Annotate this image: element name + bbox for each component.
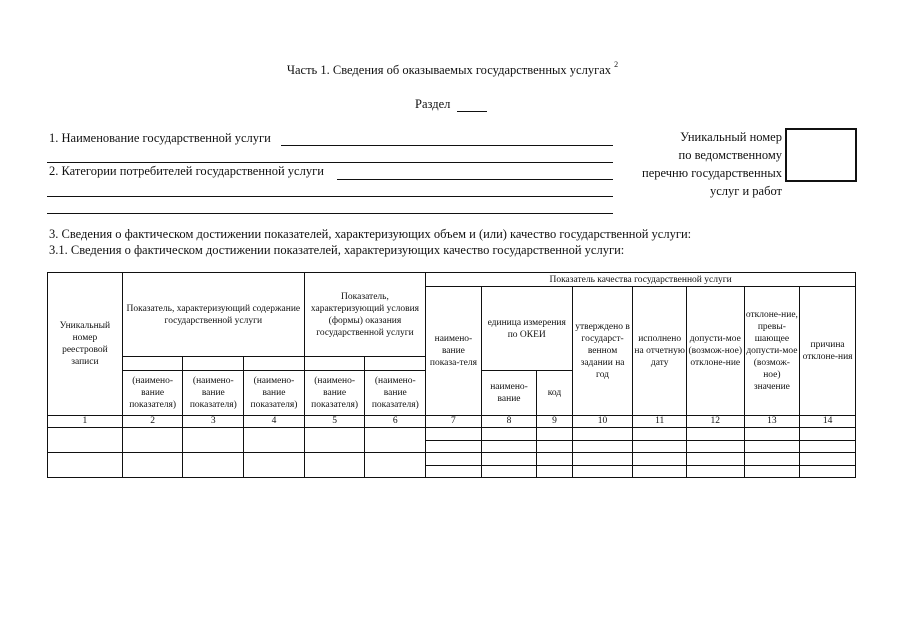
consumer-categories-field[interactable] xyxy=(337,179,613,180)
sub-indicator-name-4: (наимено-вание показателя) xyxy=(244,371,305,416)
table-cell[interactable] xyxy=(48,428,123,453)
header-unit-okei: единица измерения по ОКЕИ xyxy=(481,287,572,371)
sub-indicator-name-3: (наимено-вание показателя) xyxy=(183,371,244,416)
table-cell[interactable] xyxy=(304,453,365,478)
table-cell[interactable] xyxy=(633,466,687,478)
table-cell[interactable] xyxy=(800,428,856,441)
table-cell[interactable] xyxy=(481,453,537,466)
table-cell[interactable] xyxy=(800,453,856,466)
blank-cell xyxy=(244,357,305,371)
table-cell[interactable] xyxy=(744,453,800,466)
service-name-field-line2[interactable] xyxy=(47,162,613,163)
header-conditions-indicator: Показатель, характеризующий условия (формы) оказания государственной услуги xyxy=(304,273,425,357)
consumer-categories-field-line3[interactable] xyxy=(47,213,613,214)
column-number: 5 xyxy=(304,416,365,428)
table-cell[interactable] xyxy=(122,428,183,453)
column-number: 11 xyxy=(633,416,687,428)
sub-indicator-name-6: (наимено-вание показателя) xyxy=(365,371,426,416)
column-number: 4 xyxy=(244,416,305,428)
table-cell[interactable] xyxy=(537,466,572,478)
table-cell[interactable] xyxy=(48,453,123,478)
column-number: 14 xyxy=(800,416,856,428)
table-cell[interactable] xyxy=(365,453,426,478)
blank-cell xyxy=(304,357,365,371)
column-number: 8 xyxy=(481,416,537,428)
unique-number-box[interactable] xyxy=(785,128,857,182)
header-quality-indicator: Показатель качества государственной услуги xyxy=(426,273,856,287)
column-number: 2 xyxy=(122,416,183,428)
section-label: Раздел xyxy=(415,97,451,111)
column-number: 9 xyxy=(537,416,572,428)
table-cell[interactable] xyxy=(481,466,537,478)
table-cell[interactable] xyxy=(633,441,687,453)
table-cell[interactable] xyxy=(365,428,426,453)
table-cell[interactable] xyxy=(686,441,744,453)
table-cell[interactable] xyxy=(481,441,537,453)
service-name-label: 1. Наименование государственной услуги xyxy=(49,131,271,145)
table-cell[interactable] xyxy=(537,441,572,453)
header-deviation-reason: причина отклоне-ния xyxy=(800,287,856,416)
blank-cell xyxy=(183,357,244,371)
column-number: 12 xyxy=(686,416,744,428)
table-cell[interactable] xyxy=(122,453,183,478)
table-cell[interactable] xyxy=(304,428,365,453)
column-number: 7 xyxy=(426,416,482,428)
table-cell[interactable] xyxy=(537,453,572,466)
table-cell[interactable] xyxy=(426,466,482,478)
table-cell[interactable] xyxy=(426,428,482,441)
blank-cell xyxy=(365,357,426,371)
header-unit-name: наимено-вание xyxy=(481,371,537,416)
column-number: 13 xyxy=(744,416,800,428)
header-registry-number: Уникальный номер реестровой записи xyxy=(48,273,123,416)
table-cell[interactable] xyxy=(244,428,305,453)
header-unit-code: код xyxy=(537,371,572,416)
column-number: 10 xyxy=(572,416,633,428)
footnote-mark: 2 xyxy=(614,60,619,69)
table-cell[interactable] xyxy=(572,428,633,441)
table-cell[interactable] xyxy=(183,453,244,478)
service-name-field[interactable] xyxy=(281,145,613,146)
sub-indicator-name-2: (наимено-вание показателя) xyxy=(122,371,183,416)
table-cell[interactable] xyxy=(800,466,856,478)
table-cell[interactable] xyxy=(800,441,856,453)
table-cell[interactable] xyxy=(426,441,482,453)
table-cell[interactable] xyxy=(572,466,633,478)
table-cell[interactable] xyxy=(744,428,800,441)
table-cell[interactable] xyxy=(244,453,305,478)
table-cell[interactable] xyxy=(572,453,633,466)
table-cell[interactable] xyxy=(686,428,744,441)
table-cell[interactable] xyxy=(633,428,687,441)
header-approved: утверждено в государст-венном задании на год xyxy=(572,287,633,416)
table-cell[interactable] xyxy=(426,453,482,466)
section-3-heading: 3. Сведения о фактическом достижении показателей, характеризующих объем и (или) качество государственной услуги: xyxy=(49,227,692,241)
page-title: Часть 1. Сведения об оказываемых государственных услугах $^2$ xyxy=(286,60,619,78)
header-content-indicator: Показатель, характеризующий содержание государственной услуги xyxy=(122,273,304,357)
table-cell[interactable] xyxy=(744,441,800,453)
table-cell[interactable] xyxy=(537,428,572,441)
header-allowed-deviation: допусти-мое (возмож-ное) отклоне-ние xyxy=(686,287,744,416)
column-number: 3 xyxy=(183,416,244,428)
table-cell[interactable] xyxy=(744,466,800,478)
table-cell[interactable] xyxy=(481,428,537,441)
table-cell[interactable] xyxy=(686,466,744,478)
section-number-field[interactable] xyxy=(457,111,487,112)
quality-indicators-table xyxy=(47,272,856,478)
consumer-categories-label: 2. Категории потребителей государственной услуги xyxy=(49,164,324,178)
table-cell[interactable] xyxy=(633,453,687,466)
blank-cell xyxy=(122,357,183,371)
section-3-1-heading: 3.1. Сведения о фактическом достижении показателей, характеризующих качество государственной услуги: xyxy=(49,243,625,257)
table-cell[interactable] xyxy=(686,453,744,466)
header-indicator-name: наимено-вание показа-теля xyxy=(426,287,482,416)
table-cell[interactable] xyxy=(183,428,244,453)
header-executed: исполнено на отчетную дату xyxy=(633,287,687,416)
column-number: 1 xyxy=(48,416,123,428)
header-exceeding-deviation: отклоне-ние, превы-шающее допусти-мое (возмож-ное) значение xyxy=(744,287,800,416)
sub-indicator-name-5: (наимено-вание показателя) xyxy=(304,371,365,416)
column-number: 6 xyxy=(365,416,426,428)
table-cell[interactable] xyxy=(572,441,633,453)
consumer-categories-field-line2[interactable] xyxy=(47,196,613,197)
unique-number-label: Уникальный номер по ведомственному перечню государственных услуг и работ xyxy=(642,130,782,198)
